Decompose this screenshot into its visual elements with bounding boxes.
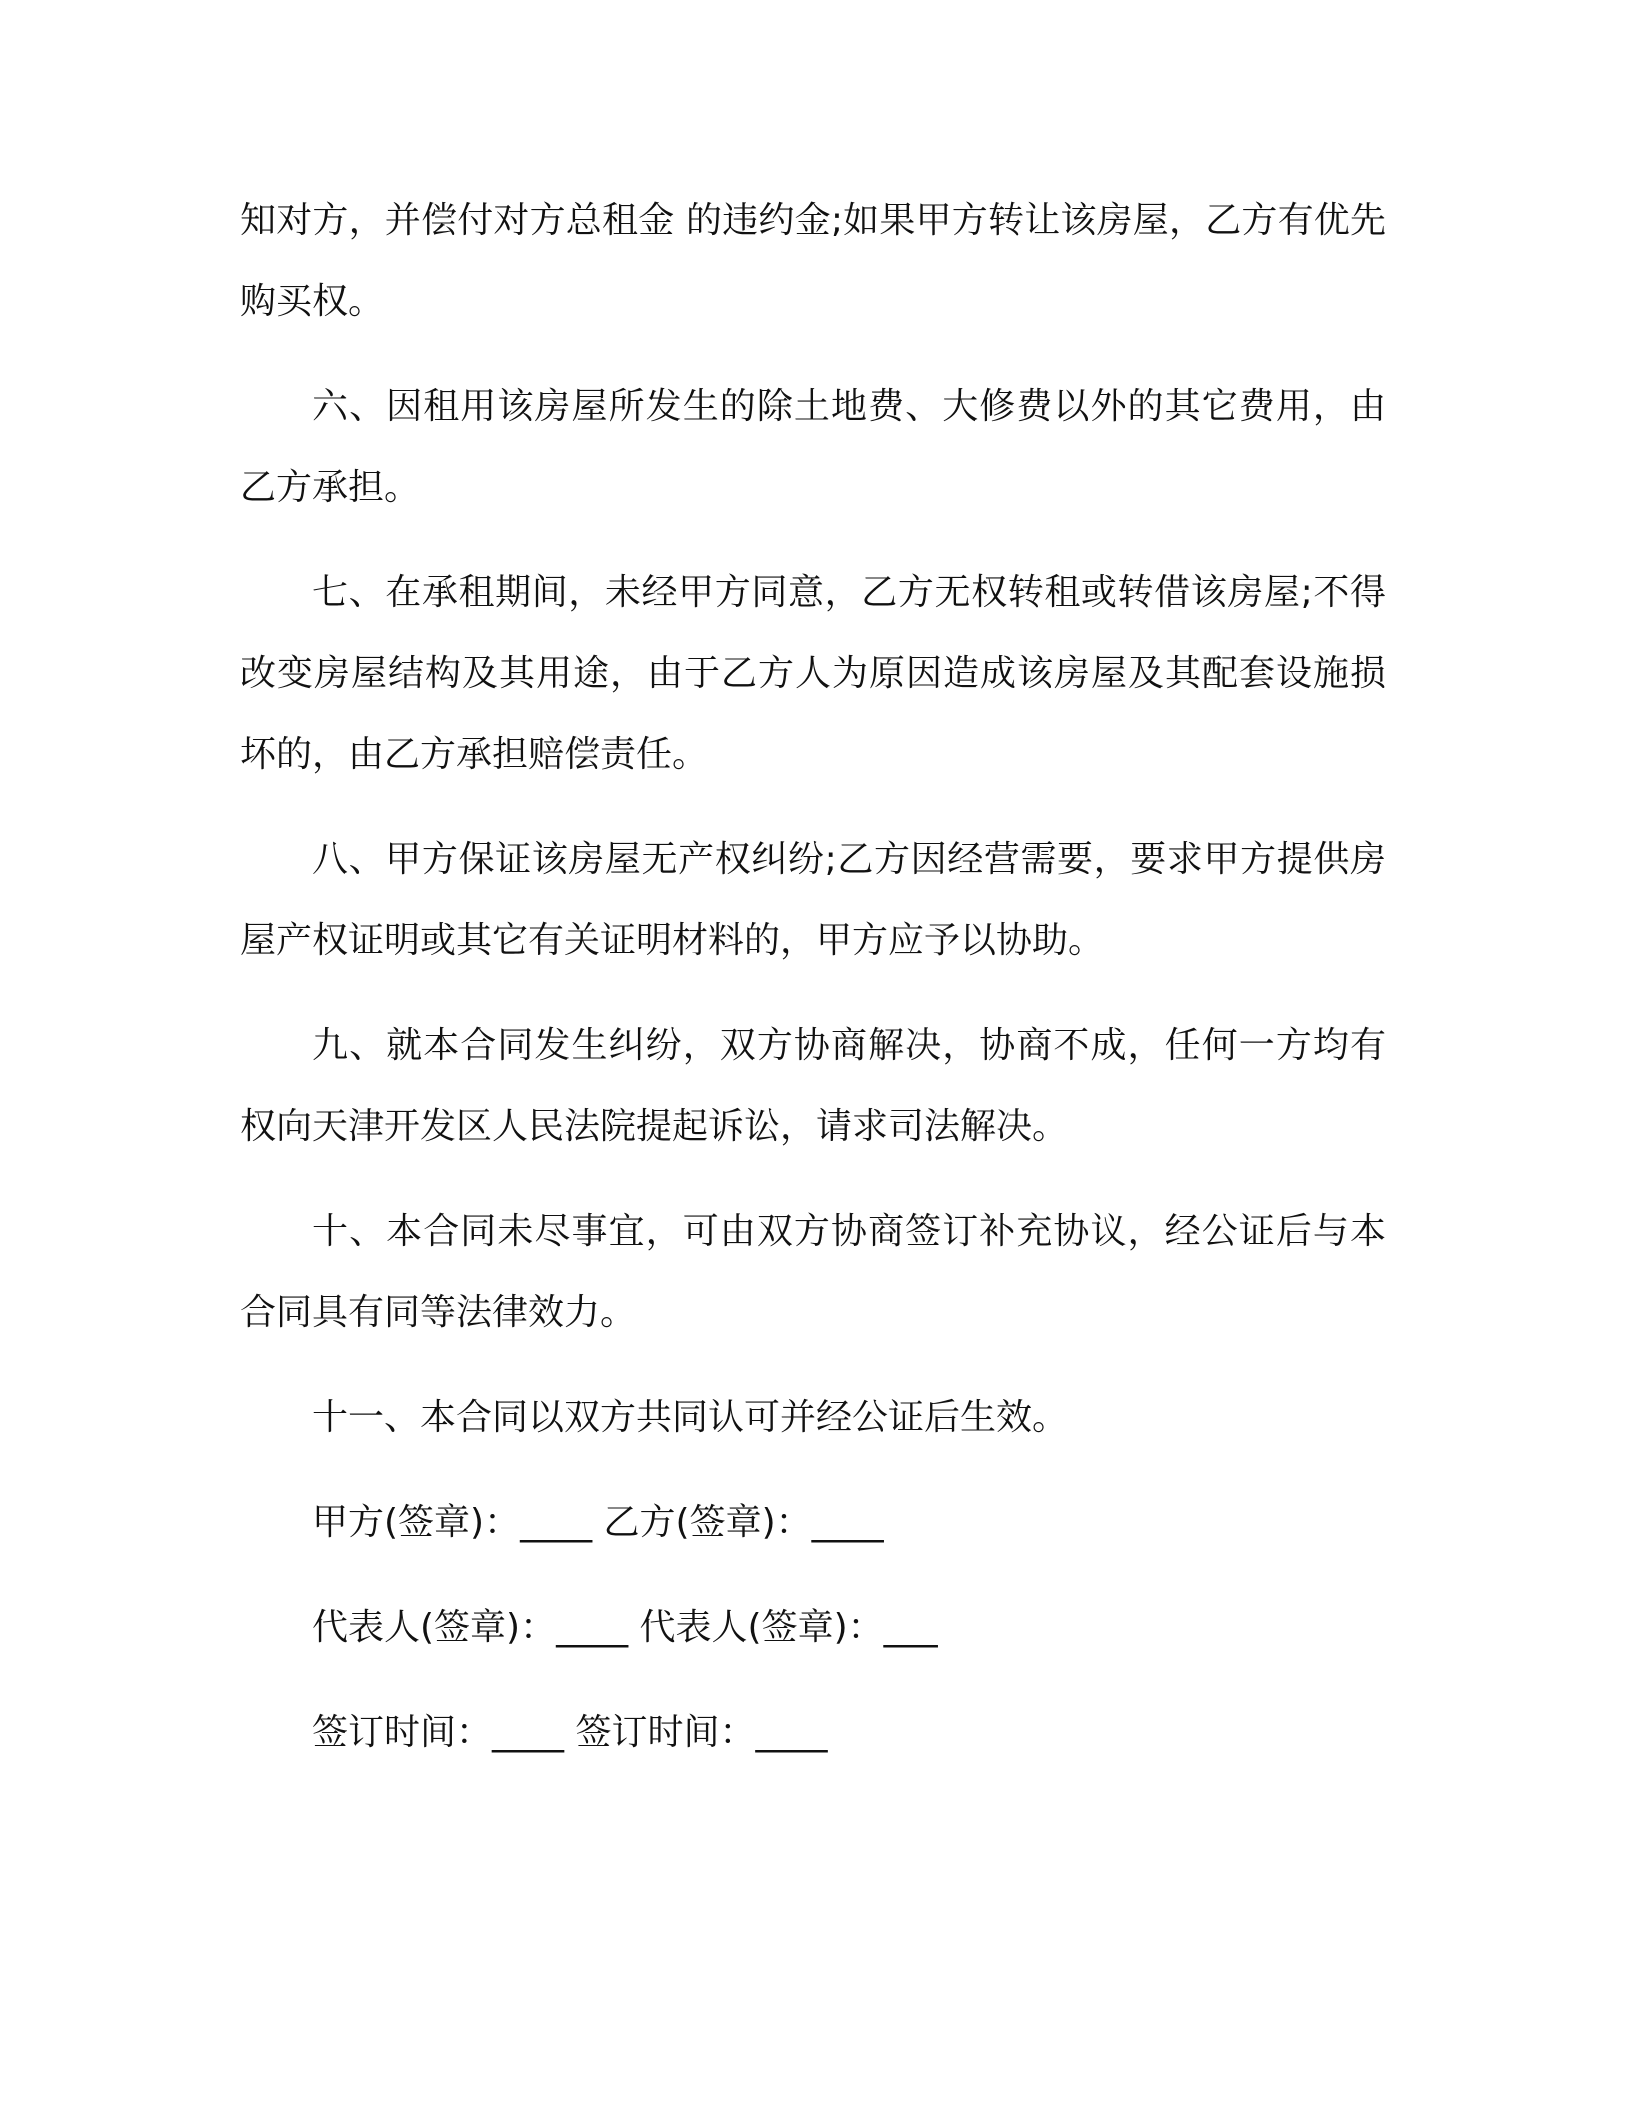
clause-11: 十一、本合同以双方共同认可并经公证后生效。 [312,1397,1069,1438]
clause-9: 九、就本合同发生纠纷，双方协商解决，协商不成，任何一方均有权向天津开发区人民法院提起诉讼，请求司法解决。 [240,1025,1386,1147]
document-body [240,180,1386,1797]
clause-10: 十、本合同未尽事宜，可由双方协商签订补充协议，经公证后与本合同具有同等法律效力。 [240,1211,1386,1333]
clause-6: 六、因租用该房屋所发生的除土地费、大修费以外的其它费用，由乙方承担。 [240,386,1386,508]
signature-line-date: 签订时间：____ 签订时间：____ [312,1712,828,1753]
clause-8: 八、甲方保证该房屋无产权纠纷;乙方因经营需要，要求甲方提供房屋产权证明或其它有关证明材料的，甲方应予以协助。 [240,839,1386,961]
clause-7: 七、在承租期间，未经甲方同意，乙方无权转租或转借该房屋;不得改变房屋结构及其用途，由于乙方人为原因造成该房屋及其配套设施损坏的，由乙方承担赔偿责任。 [240,572,1386,775]
signature-line-party: 甲方(签章)：____ 乙方(签章)：____ [312,1502,884,1543]
signature-line-representative: 代表人(签章)：____ 代表人(签章)：___ [312,1607,938,1648]
paragraph-continuation: 知对方，并偿付对方总租金 的违约金;如果甲方转让该房屋，乙方有优先购买权。 [240,200,1386,322]
